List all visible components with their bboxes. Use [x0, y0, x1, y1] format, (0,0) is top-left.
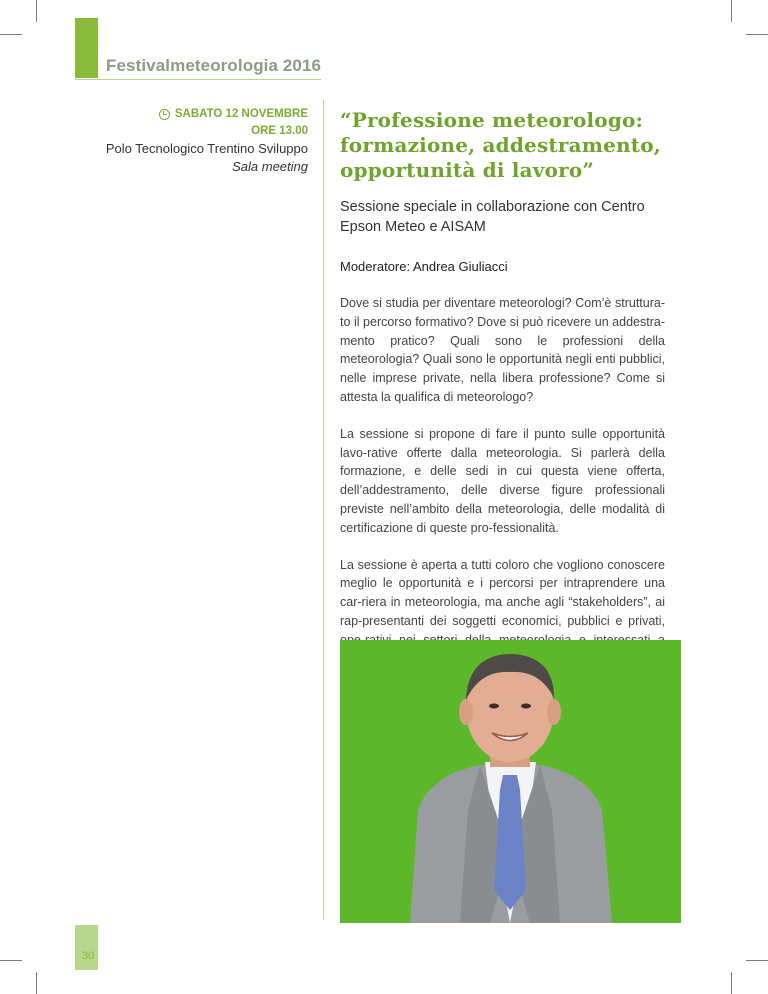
session-title-line: formazione, addestramento, — [340, 133, 661, 157]
header-accent-bar — [75, 18, 98, 78]
crop-mark — [746, 960, 768, 961]
event-room: Sala meeting — [232, 159, 308, 174]
running-header: Festivalmeteorologia 2016 — [106, 56, 322, 75]
event-day-row — [106, 108, 308, 120]
crop-mark — [731, 0, 732, 22]
body-paragraph: Dove si studia per diventare meteorologi? Com’è struttura-to il percorso formativo? Dove si può ricevere un addestra-mento pratico? Quali sono le professioni della meteorologia? Quali sono le opportunità negli enti pubblici, nelle imprese private, nella libera professione? Come si attesta la qualifica di meteorologo? — [340, 296, 665, 404]
crop-mark — [0, 34, 22, 35]
body-paragraph: La sessione è aperta a tutti coloro che vogliono conoscere meglio le opportunità e i percorsi per intraprendere una car-riera in meteorologia, ma anche agli “stakeholders”, ai rap-presentanti dei soggetti economici, pubblici e privati, — [340, 557, 665, 628]
event-details — [106, 108, 308, 174]
crop-mark — [36, 972, 37, 994]
crop-mark — [746, 34, 768, 35]
session-title — [340, 108, 665, 183]
event-place: Polo Tecnologico Trentino Sviluppo — [105, 141, 308, 156]
event-day: SABATO 12 NOVEMBRE — [174, 108, 308, 120]
session-subtitle: Sessione speciale in collaborazione con Centro Epson Meteo e AISAM — [340, 199, 645, 235]
speaker-portrait-illustration — [340, 640, 681, 923]
crop-mark — [731, 972, 732, 994]
session-content — [340, 108, 665, 681]
page-number: 30 — [82, 950, 95, 962]
crop-mark — [36, 0, 37, 22]
column-divider — [323, 100, 324, 920]
body-paragraph: La sessione si propone di fare il punto sulle opportunità lavo-rative offerte dalla meteorologia. Si parlerà della formazione, e delle sedi in cui questa viene offerta, dell’addestramento, delle diverse figure professionali previste nell’ambito della meteorologia, delle modalità di certificazione di queste pro-fessionalità. — [340, 426, 665, 535]
speaker-photo — [340, 640, 681, 923]
event-time: ORE 13.00 — [251, 125, 308, 137]
moderator: Moderatore: Andrea Giuliacci — [340, 259, 508, 274]
page-number-bar — [75, 925, 98, 970]
header-rule — [75, 79, 321, 80]
session-title-line: opportunità di lavoro” — [340, 158, 595, 182]
crop-mark — [0, 960, 22, 961]
session-title-line: “Professione meteorologo: — [340, 108, 644, 132]
clock-icon — [159, 109, 170, 120]
